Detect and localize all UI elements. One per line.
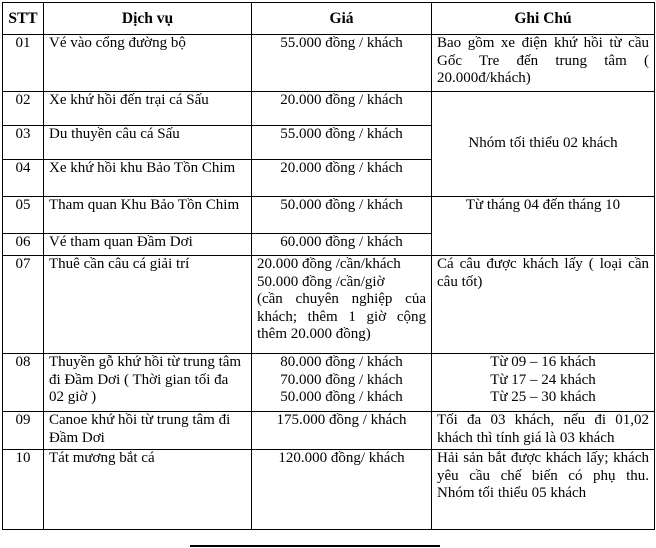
note-cell: [432, 354, 655, 412]
service-cell: Thuê cần câu cá giải trí: [44, 256, 252, 354]
stt-cell: 05: [3, 197, 44, 234]
note-cell-merged: Nhóm tối thiểu 02 khách: [432, 92, 655, 197]
price-cell: 20.000 đồng / khách: [252, 160, 432, 197]
note-line: Từ 17 – 24 khách: [490, 371, 596, 388]
header-price: Giá: [252, 3, 432, 35]
note-cell: Cá câu được khách lấy ( loại cần câu tốt): [432, 256, 655, 354]
service-cell: Tham quan Khu Bảo Tồn Chim: [44, 197, 252, 234]
service-cell: Xe khứ hồi khu Bảo Tồn Chim: [44, 160, 252, 197]
stt-cell: 02: [3, 92, 44, 126]
header-service: Dịch vụ: [44, 3, 252, 35]
service-cell: Du thuyền câu cá Sấu: [44, 126, 252, 160]
table-row: [3, 354, 655, 412]
service-cell: Vé vào cổng đường bộ: [44, 35, 252, 92]
header-stt: STT: [3, 3, 44, 35]
note-cell: Tối đa 03 khách, nếu đi 01,02 khách thì tính giá là 03 khách: [432, 412, 655, 450]
table-row: [3, 35, 655, 92]
price-line: 20.000 đồng /cần/khách: [257, 256, 401, 272]
price-cell: 60.000 đồng / khách: [252, 234, 432, 256]
price-line: 50.000 đồng /cần/giờ: [257, 273, 385, 290]
stt-cell: 03: [3, 126, 44, 160]
header-note: Ghi Chú: [432, 3, 655, 35]
price-cell: 175.000 đồng / khách: [252, 412, 432, 450]
stt-cell: 09: [3, 412, 44, 450]
price-cell: [252, 354, 432, 412]
price-cell: 20.000 đồng / khách: [252, 92, 432, 126]
note-line: Từ 09 – 16 khách: [490, 354, 596, 370]
page-bottom-rule: [190, 545, 440, 547]
price-line: 70.000 đồng / khách: [280, 371, 403, 388]
header-row: [3, 3, 655, 35]
price-cell: 120.000 đồng/ khách: [252, 450, 432, 530]
price-cell: [252, 256, 432, 354]
stt-cell: 10: [3, 450, 44, 530]
price-line: 80.000 đồng / khách: [280, 354, 403, 370]
table-row: [3, 92, 655, 126]
stt-cell: 06: [3, 234, 44, 256]
stt-cell: 07: [3, 256, 44, 354]
service-cell: Xe khứ hồi đến trại cá Sấu: [44, 92, 252, 126]
service-cell: Canoe khứ hồi từ trung tâm đi Đầm Dơi: [44, 412, 252, 450]
price-table: [2, 2, 655, 530]
price-line: 50.000 đồng / khách: [280, 389, 403, 405]
table-row: [3, 256, 655, 354]
table-row: [3, 412, 655, 450]
price-cell: 55.000 đồng / khách: [252, 126, 432, 160]
service-cell: Vé tham quan Đầm Dơi: [44, 234, 252, 256]
table-row: [3, 197, 655, 234]
price-cell: 55.000 đồng / khách: [252, 35, 432, 92]
stt-cell: 04: [3, 160, 44, 197]
table-row: [3, 450, 655, 530]
note-cell: Bao gồm xe điện khứ hồi từ cầu Gốc Tre đến trung tâm ( 20.000đ/khách): [432, 35, 655, 92]
stt-cell: 08: [3, 354, 44, 412]
stt-cell: 01: [3, 35, 44, 92]
price-note: (cần chuyên nghiệp của khách; thêm 1 giờ cộng thêm 20.000 đồng): [257, 291, 426, 342]
service-cell: Thuyền gỗ khứ hồi từ trung tâm đi Đầm Dơi ( Thời gian tối đa 02 giờ ): [44, 354, 252, 412]
price-cell: 50.000 đồng / khách: [252, 197, 432, 234]
note-line: Từ 25 – 30 khách: [490, 389, 596, 405]
note-cell-merged: Từ tháng 04 đến tháng 10: [432, 197, 655, 256]
note-cell: Hải sản bắt được khách lấy; khách yêu cầu chế biến có phụ thu. Nhóm tối thiểu 05 khách: [432, 450, 655, 530]
service-cell: Tát mương bắt cá: [44, 450, 252, 530]
